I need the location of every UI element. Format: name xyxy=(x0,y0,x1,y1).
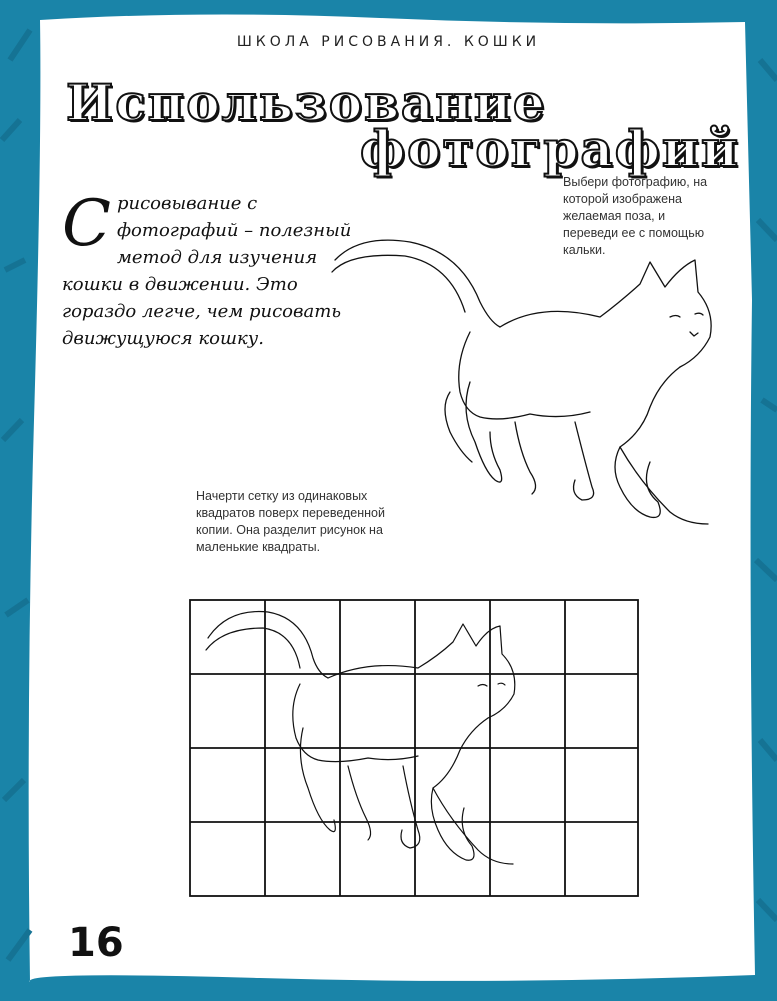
photo-tracing-note: Выбери фотографию, на которой изображена желаемая поза, и переведи ее с помощью кальки. xyxy=(563,175,708,257)
intro-text: рисовывание с фотографий – полезный метод для изучения кошки в движении. Это гораздо легче, чем рисовать движущуюся кошку. xyxy=(62,193,352,349)
drop-cap: С xyxy=(62,187,111,261)
gridded-cat-drawing xyxy=(188,598,640,898)
running-head: ШКОЛА РИСОВАНИЯ. КОШКИ xyxy=(236,34,541,50)
grid-instruction-note: Начерти сетку из одинаковых квадратов поверх переведенной копии. Она разделит рисунок на маленькие квадраты. xyxy=(196,489,385,554)
page-title-line2: фотографий xyxy=(360,119,741,178)
page-number: 16 xyxy=(68,920,124,966)
page-title-line1: Использование xyxy=(66,73,547,132)
